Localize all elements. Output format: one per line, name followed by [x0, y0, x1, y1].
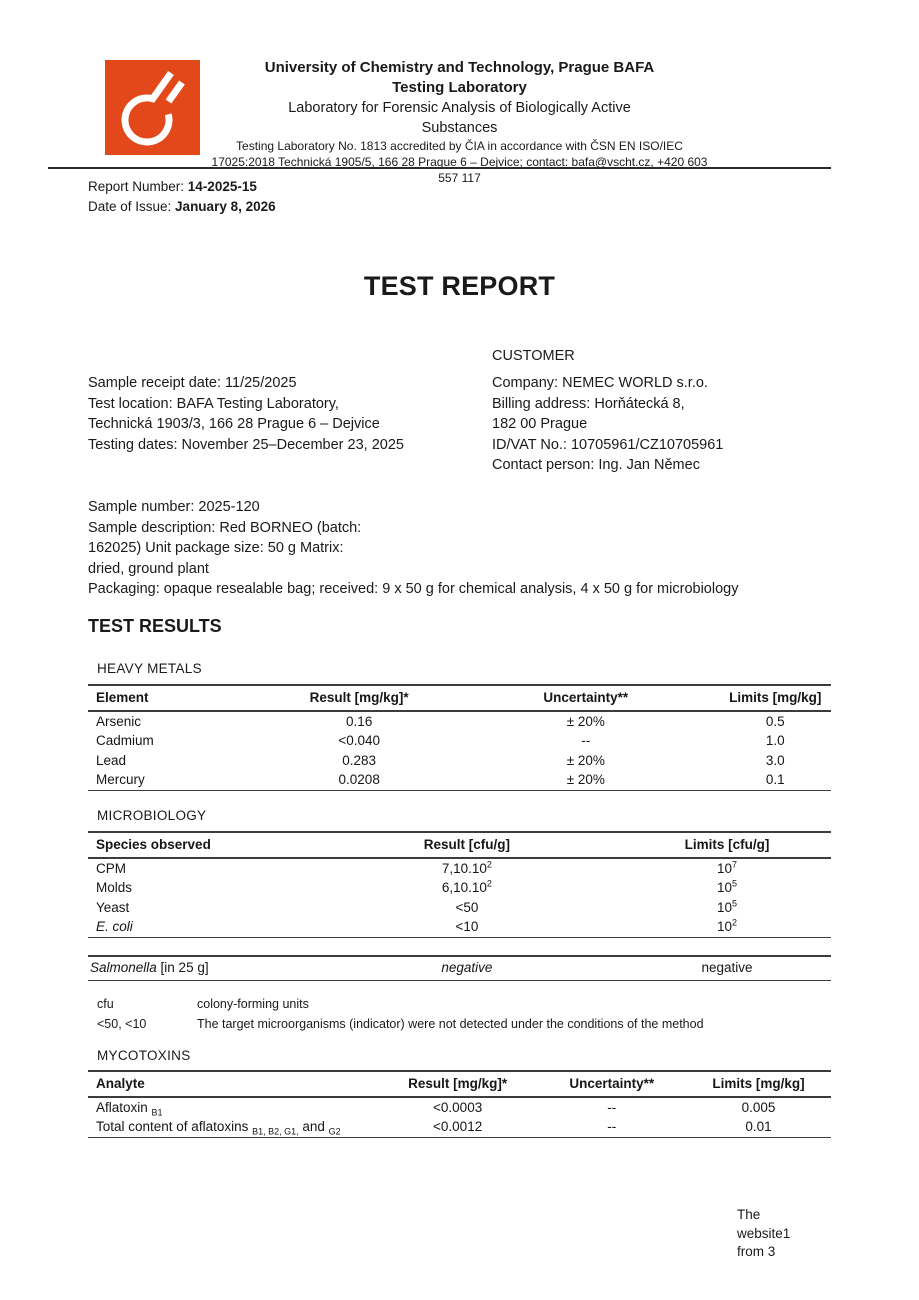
result-cell [311, 858, 623, 879]
limit-cell: 0.1 [720, 771, 831, 791]
limit-exponent: 7 [731, 859, 737, 869]
date-of-issue-value: January 8, 2026 [175, 198, 276, 214]
report-number [88, 177, 276, 197]
limit-value: 10 [716, 919, 732, 934]
test-info-line: Technická 1903/3, 166 28 Prague 6 – Dejvice [88, 416, 380, 432]
element-cell: Cadmium [96, 733, 154, 748]
footnote-key: cfu [97, 997, 114, 1011]
footnote-key: <50, <10 [97, 1017, 147, 1031]
results-heading: TEST RESULTS [88, 616, 222, 636]
uncertainty-cell: ± 20% [566, 713, 605, 729]
org-name-line2: Testing Laboratory [392, 79, 527, 96]
uncertainty-cell: -- [538, 1118, 687, 1138]
analyte-subscript: B1, B2, G1, [252, 1126, 299, 1137]
header-divider [48, 167, 831, 169]
sample-info [88, 497, 738, 600]
result-cell: <0.0012 [378, 1118, 538, 1138]
table-row [88, 858, 831, 879]
limit-value: 10 [716, 899, 732, 915]
species-cell: CPM [96, 860, 126, 876]
table-footnotes [97, 994, 704, 1034]
salmonella-table [88, 955, 831, 981]
column-header: Uncertainty** [452, 685, 719, 711]
page-title: TEST REPORT [363, 271, 556, 301]
sample-info-line: 162025) Unit package size: 50 g Matrix: [88, 540, 344, 556]
table-header-row [88, 1071, 831, 1097]
footnote-text: The target microorganisms (indicator) were not detected under the conditions of the method [197, 1017, 704, 1031]
accreditation-line3: 557 117 [438, 171, 481, 185]
result-cell: negative [311, 956, 623, 980]
date-of-issue [88, 197, 276, 217]
date-of-issue-label: Date of Issue: [88, 198, 176, 214]
page-footer [737, 1206, 790, 1262]
footnote-row [97, 1014, 704, 1034]
microbiology-label: MICROBIOLOGY [97, 808, 207, 823]
department-line2: Substances [421, 120, 498, 136]
table-row [88, 898, 831, 918]
analyte-name: and [298, 1119, 329, 1134]
limit-value: 10 [716, 880, 732, 895]
test-info-line: Sample receipt date: 11/25/2025 [88, 375, 297, 391]
limit-cell [623, 858, 831, 879]
result-value: 7,10.10 [441, 860, 487, 876]
species-cell [88, 956, 311, 980]
table-row [88, 711, 831, 732]
table-header-row [88, 685, 831, 711]
result-value: <50 [455, 899, 479, 915]
species-cell: Molds [96, 880, 133, 895]
report-number-value: 14-2025-15 [187, 179, 257, 194]
result-exponent: 2 [486, 859, 492, 869]
result-value: <10 [455, 919, 479, 934]
customer-info-line: Contact person: Ing. Jan Němec [492, 457, 700, 473]
column-header: Analyte [88, 1071, 378, 1097]
uncertainty-cell: -- [607, 1099, 617, 1115]
report-number-label: Report Number: [88, 179, 188, 194]
result-cell: <0.0003 [433, 1099, 483, 1115]
sample-info-line: Packaging: opaque resealable bag; received: 9 x 50 g for chemical analysis, 4 x 50 g for microbiology [88, 581, 739, 597]
column-header: Element [88, 685, 266, 711]
limit-value: 10 [716, 860, 732, 876]
table-header-row [88, 832, 831, 858]
report-meta [88, 177, 276, 216]
uncertainty-cell: -- [581, 733, 591, 748]
species-qualifier: [in 25 g] [156, 960, 209, 975]
microbiology-table [88, 831, 831, 938]
limit-exponent: 2 [731, 917, 737, 928]
customer-info [492, 373, 723, 476]
table-row [88, 1118, 831, 1138]
element-cell: Mercury [88, 771, 266, 791]
uncertainty-cell: ± 20% [452, 771, 719, 791]
element-cell: Lead [96, 752, 127, 768]
table-row [88, 1097, 831, 1118]
limit-cell: 1.0 [765, 733, 785, 748]
limit-exponent: 5 [731, 898, 737, 908]
footer-line: website1 [737, 1225, 791, 1241]
species-cell: Yeast [96, 899, 130, 915]
species-cell: E. coli [88, 918, 311, 938]
uncertainty-cell: ± 20% [566, 752, 605, 768]
column-header: Species observed [88, 832, 311, 858]
customer-info-line: Billing address: Horňátecká 8, [492, 395, 685, 412]
table-row [88, 751, 831, 771]
result-cell [311, 918, 623, 938]
result-cell: 0.283 [342, 752, 377, 768]
limit-cell: 0.5 [765, 713, 785, 729]
table-row [88, 879, 831, 899]
accreditation-line2: 17025:2018 Technická 1905/5, 166 28 Prague 6 – Dejvice; contact: bafa@vscht.cz, +420 603 [211, 155, 708, 169]
heavy-metals-label: HEAVY METALS [97, 661, 202, 676]
result-exponent: 2 [486, 878, 492, 889]
customer-info-line: Company: NEMEC WORLD s.r.o. [492, 375, 708, 391]
table-row [88, 918, 831, 938]
table-row [88, 771, 831, 791]
footnote-text: colony-forming units [197, 997, 309, 1011]
sample-info-line: Sample description: Red BORNEO (batch: [88, 519, 362, 536]
limit-cell: 0.01 [686, 1118, 831, 1138]
mycotoxins-label: MYCOTOXINS [97, 1048, 191, 1063]
column-header: Result [cfu/g] [311, 832, 623, 858]
customer-heading: CUSTOMER [492, 348, 575, 364]
limit-exponent: 5 [731, 878, 737, 889]
result-cell: 0.16 [346, 713, 373, 729]
column-header: Uncertainty** [538, 1071, 687, 1097]
org-name-line1: University of Chemistry and Technology, Prague BAFA [264, 59, 655, 76]
species-name: Salmonella [90, 960, 157, 975]
table-row [88, 956, 831, 980]
heavy-metals-table [88, 684, 831, 791]
table-row [88, 732, 831, 752]
column-header: Result [mg/kg]* [378, 1071, 538, 1097]
accreditation-line1: Testing Laboratory No. 1813 accredited by ČIA in accordance with ČSN EN ISO/IEC [236, 139, 683, 153]
test-info [88, 373, 404, 455]
limit-cell: 0.005 [741, 1099, 776, 1115]
limit-cell [623, 898, 831, 918]
result-cell [311, 898, 623, 918]
footnote-row [97, 994, 704, 1014]
limit-cell [623, 918, 831, 938]
analyte-name: Aflatoxin [96, 1099, 152, 1115]
column-header: Limits [mg/kg] [686, 1071, 831, 1097]
customer-info-line: ID/VAT No.: 10705961/CZ10705961 [492, 436, 724, 453]
column-header: Result [mg/kg]* [266, 685, 452, 711]
analyte-name: Total content of aflatoxins [96, 1119, 253, 1134]
column-header: Limits [cfu/g] [623, 832, 831, 858]
analyte-cell [88, 1118, 378, 1138]
mycotoxins-table [88, 1070, 831, 1138]
analyte-subscript: G2 [328, 1126, 341, 1137]
analyte-cell [88, 1097, 378, 1118]
result-cell [311, 879, 623, 899]
result-value: 6,10.10 [441, 880, 487, 895]
result-cell: <0.040 [338, 733, 381, 748]
department-line1: Laboratory for Forensic Analysis of Biologically Active [288, 100, 631, 116]
footer-line: The [737, 1207, 761, 1222]
limit-cell: negative [623, 956, 831, 980]
customer-info-line: 182 00 Prague [492, 416, 588, 432]
limit-cell: 3.0 [765, 752, 785, 768]
element-cell: Arsenic [96, 713, 142, 729]
sample-info-line: Sample number: 2025-120 [88, 499, 260, 515]
analyte-subscript: B1 [151, 1107, 163, 1118]
limit-cell [623, 879, 831, 899]
sample-info-line: dried, ground plant [88, 560, 209, 577]
result-cell: 0.0208 [266, 771, 452, 791]
footer-line: from 3 [737, 1244, 776, 1259]
column-header: Limits [mg/kg] [720, 685, 831, 711]
test-info-line: Test location: BAFA Testing Laboratory, [88, 395, 339, 412]
test-info-line: Testing dates: November 25–December 23, 2025 [88, 436, 404, 453]
